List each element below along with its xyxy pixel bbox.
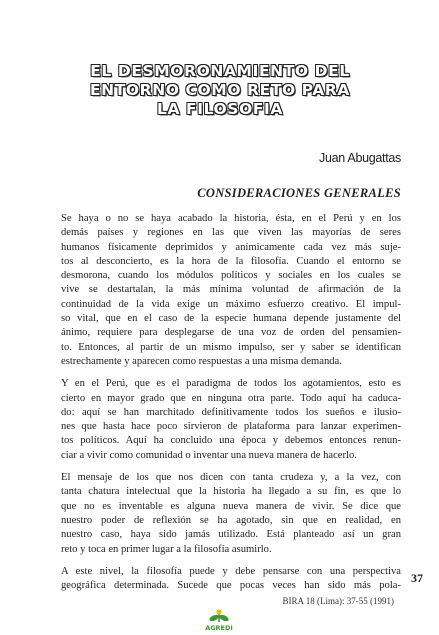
paragraph bbox=[61, 471, 401, 557]
text-line: so vital, que en el caso de la especie humana depende justamente del bbox=[61, 313, 401, 325]
paragraph bbox=[61, 377, 401, 463]
text-line: tos políticos. Aquí ha concluido una época y debemos entonces renun- bbox=[61, 435, 401, 447]
text-line: nuestro poder de reflexión se ha agotado, sin que en realidad, en bbox=[61, 514, 401, 526]
article-title bbox=[60, 62, 380, 119]
text-line: Se haya o no se haya acabado la historia, ésta, en el Perú y en los bbox=[61, 213, 401, 224]
text-line: que no es inventable es alguna nueva manera de vivir. Se dice que bbox=[61, 500, 401, 512]
text-line: cierto en mayor grado que en ninguna otra parte. Todo aquí ha caduca- bbox=[61, 392, 401, 404]
title-line: EL DESMORONAMIENTO DEL bbox=[90, 62, 350, 80]
title-line: ENTORNO COMO RETO PARA bbox=[89, 81, 351, 99]
page-number: 37 bbox=[411, 571, 423, 585]
text-line: tanta chatura intelectual que la historia ha llegado a su fin, es que lo bbox=[61, 486, 401, 498]
logo-text: AGREDI bbox=[205, 624, 233, 632]
text-line: geográfica determinada. Sucede que pocas veces han sido más pola- bbox=[61, 580, 401, 592]
text-line: estrechamente y aparecen como respuestas a una misma demanda. bbox=[61, 355, 342, 367]
text-line: do: aquí se han marchitado definitivamente todos los sueños e ilusio- bbox=[61, 406, 401, 418]
text-line: nuestro caso, haya sido jamás utilizado. Está planteado así un gran bbox=[61, 529, 401, 541]
paragraph bbox=[61, 212, 401, 369]
text-line: vive se destartalan, la más mínima voluntad de afirmación de la bbox=[61, 284, 401, 296]
text-line: demás países y regiones en las que viven las mayorías de seres bbox=[61, 227, 401, 239]
text-line: reto y toca en primer lugar a la filosofía asumirlo. bbox=[61, 543, 272, 555]
text-line: continuidad de la vida exige un máximo esfuerzo creativo. El impul- bbox=[61, 298, 401, 310]
publisher-logo-icon bbox=[198, 607, 240, 633]
text-line: ánimo, requiere para desplegarse de una voz de orden del pensamien- bbox=[61, 327, 401, 339]
text-line: to. Entonces, al partir de un mismo impulso, ser y saber se identifican bbox=[61, 341, 401, 353]
text-line: tos al desconcierto, es la hora de la filosofía. Cuando el entorno se bbox=[61, 255, 401, 267]
paragraph bbox=[61, 565, 401, 594]
title-line: LA FILOSOFIA bbox=[156, 100, 283, 118]
text-line: El mensaje de los que nos dicen con tanta crudeza y, a la vez, con bbox=[61, 472, 401, 484]
text-line: ciar a vivir como comunidad o inventar una nueva manera de hacerlo. bbox=[61, 449, 357, 461]
text-line: desmorona, cuando los módulos políticos y sociales en los cuales se bbox=[61, 270, 401, 282]
journal-citation: BIRA 18 (Lima): 37-55 (1991) bbox=[282, 596, 394, 606]
author-name: Juan Abugattas bbox=[319, 151, 401, 165]
text-line: humanos físicamente deprimidos y anímicamente cada vez más suje- bbox=[61, 241, 401, 253]
text-line: A este nivel, la filosofía puede y debe pensarse con una perspectiva bbox=[61, 565, 401, 577]
text-line: nes que hasta hace poco sirvieron de plataforma para lanzar experimen- bbox=[61, 421, 401, 433]
text-line: Y en el Perú, que es el paradigma de todos los agotamientos, esto es bbox=[61, 378, 401, 390]
section-heading: CONSIDERACIONES GENERALES bbox=[197, 186, 401, 200]
body-text bbox=[61, 212, 401, 601]
